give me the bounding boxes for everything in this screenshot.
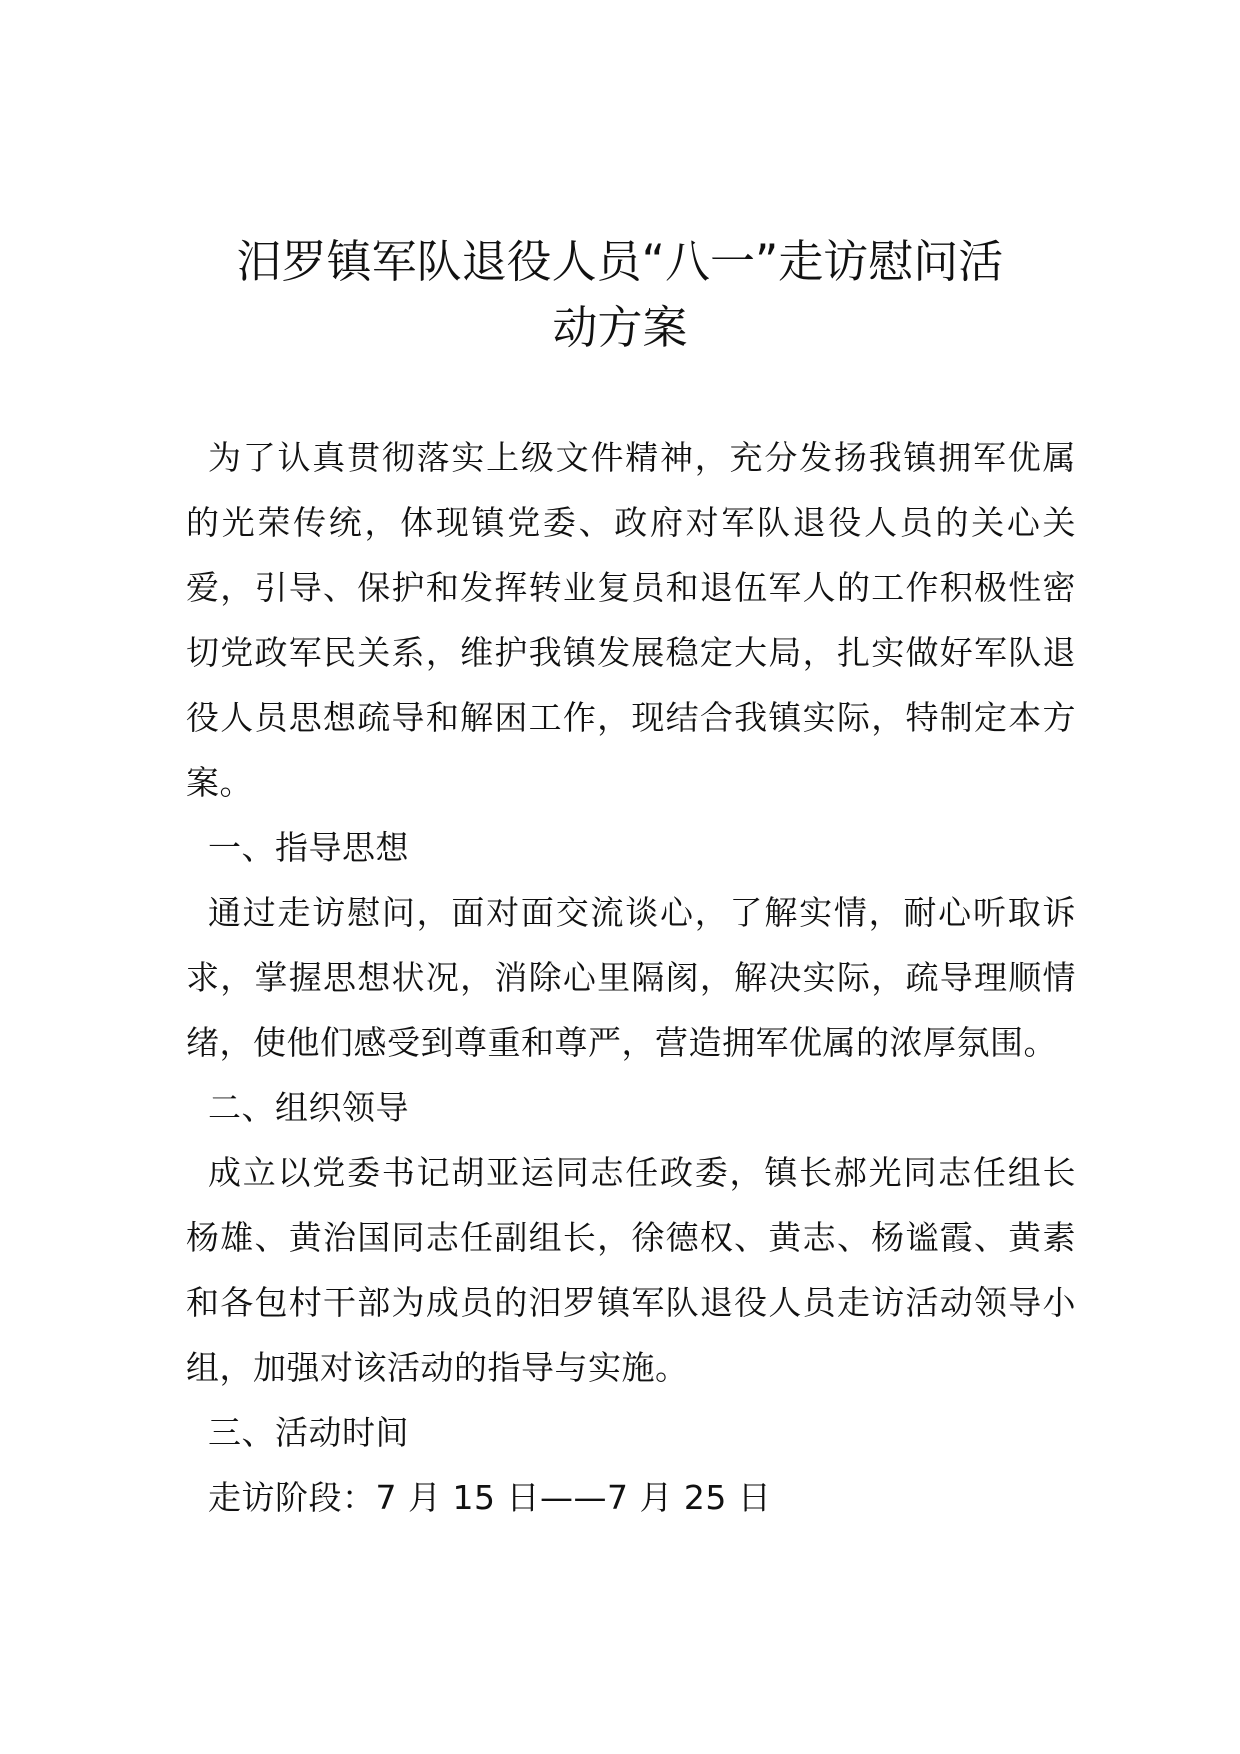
section-heading-organization: 二、组织领导 xyxy=(208,1088,409,1127)
section-heading-schedule: 三、活动时间 xyxy=(208,1413,409,1452)
section-text-schedule: 走访阶段：7 月 15 日——7 月 25 日 xyxy=(208,1478,772,1517)
section-text-guiding-thought: 通过走访慰问，面对面交流谈心，了解实情，耐心听取诉求，掌握思想状况，消除心里隔阂，解决实际，疏导理顺情绪，使他们感受到尊重和尊严，营造拥军优属的浓厚氛围。 xyxy=(186,893,1076,1062)
intro-paragraph: 为了认真贯彻落实上级文件精神，充分发扬我镇拥军优属的光荣传统，体现镇党委、政府对军队退役人员的关心关爱，引导、保护和发挥转业复员和退伍军人的工作积极性密切党政军民关系，维护我镇发展稳定大局，扎实做好军队退役人员思想疏导和解困工作，现结合我镇实际，特制定本方案。 xyxy=(186,438,1076,802)
section-text-organization: 成立以党委书记胡亚运同志任政委，镇长郝光同志任组长杨雄、黄治国同志任副组长，徐德权、黄志、杨谧霞、黄素和各包村干部为成员的汨罗镇军队退役人员走访活动领导小组，加强对该活动的指导与实施。 xyxy=(186,1153,1076,1387)
document-title-line-1: 汨罗镇军队退役人员“八一”走访慰问活 xyxy=(236,235,1004,288)
document-body xyxy=(186,425,1076,1530)
section-heading-guiding-thought: 一、指导思想 xyxy=(208,828,409,867)
document-title-line-2: 动方案 xyxy=(552,301,688,354)
